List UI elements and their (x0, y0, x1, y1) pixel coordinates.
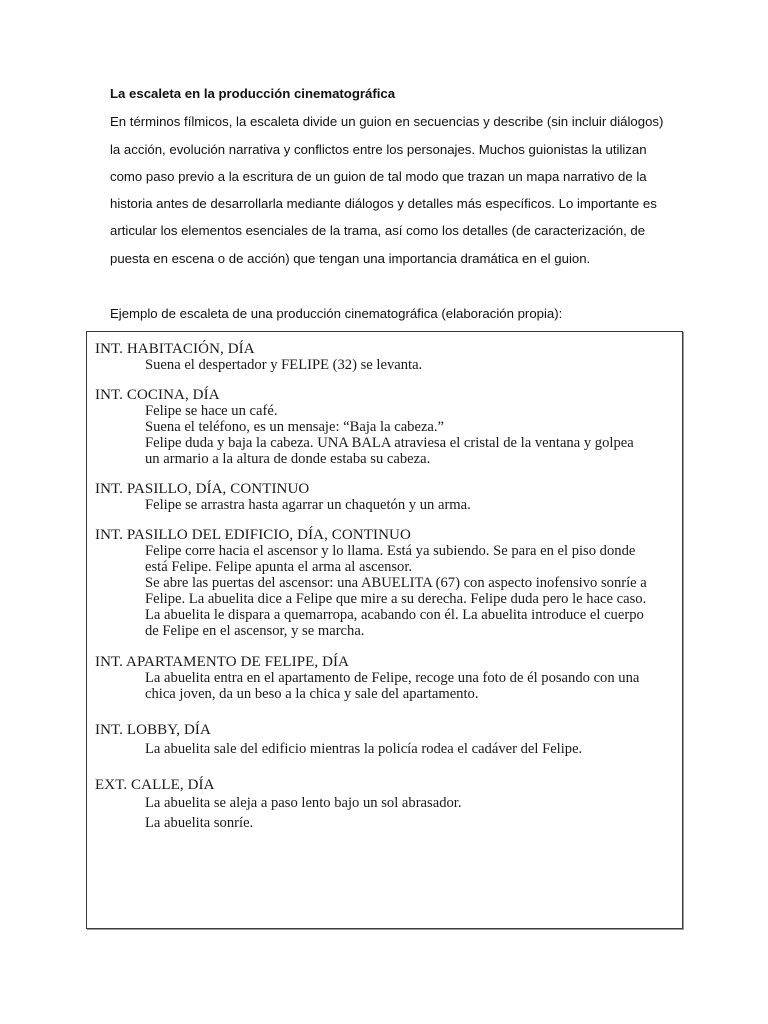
action-line: La abuelita sale del edificio mientras la policía rodea el cadáver del Felipe. (145, 741, 583, 757)
action-line: La abuelita le dispara a quemarropa, acabando con él. La abuelita introduce el cuerpo (145, 607, 644, 623)
paragraph-line: la acción, evolución narrativa y conflictos entre los personajes. Muchos guionistas la utilizan (110, 142, 647, 157)
action-line: un armario a la altura de donde estaba su cabeza. (145, 451, 431, 467)
paragraph-line: historia antes de desarrollarla mediante diálogos y detalles más específicos. Lo importante es (110, 196, 657, 211)
action-line: Suena el teléfono, es un mensaje: “Baja la cabeza.” (145, 419, 445, 435)
action-line: Felipe se arrastra hasta agarrar un chaquetón y un arma. (145, 497, 471, 513)
scene-heading: INT. PASILLO DEL EDIFICIO, DÍA, CONTINUO (95, 527, 411, 543)
scene-heading: INT. APARTAMENTO DE FELIPE, DÍA (95, 654, 350, 670)
scene-heading: INT. LOBBY, DÍA (95, 722, 211, 738)
paragraph-line: como paso previo a la escritura de un guion de tal modo que trazan un mapa narrativo de la (110, 169, 647, 184)
scene-heading: INT. COCINA, DÍA (95, 387, 220, 403)
scene-heading: INT. PASILLO, DÍA, CONTINUO (95, 481, 310, 497)
action-line: está Felipe. Felipe apunta el arma al ascensor. (145, 559, 413, 575)
paragraph-line: En términos fílmicos, la escaleta divide un guion en secuencias y describe (sin incluir diálogos) (110, 114, 664, 129)
action-line: La abuelita se aleja a paso lento bajo un sol abrasador. (145, 795, 462, 811)
scene-heading: INT. HABITACIÓN, DÍA (95, 341, 255, 357)
action-line: de Felipe en el ascensor, y se marcha. (145, 623, 365, 639)
action-line: Felipe se hace un café. (145, 403, 278, 419)
scene-heading: EXT. CALLE, DÍA (95, 777, 215, 793)
action-line: chica joven, da un beso a la chica y sale del apartamento. (145, 686, 479, 702)
action-line: La abuelita sonríe. (145, 815, 254, 831)
paragraph-line: articular los elementos esenciales de la trama, así como los detalles (de caracterización, de (110, 223, 646, 238)
action-line: Se abre las puertas del ascensor: una ABUELITA (67) con aspecto inofensivo sonríe a (145, 575, 647, 591)
example-heading: Ejemplo de escaleta de una producción cinematográfica (elaboración propia): (110, 306, 563, 321)
action-line: Felipe. La abuelita dice a Felipe que mire a su derecha. Felipe duda pero le hace caso. (145, 591, 647, 607)
action-line: Felipe duda y baja la cabeza. UNA BALA atraviesa el cristal de la ventana y golpea (145, 435, 634, 451)
action-line: La abuelita entra en el apartamento de Felipe, recoge una foto de él posando con una (145, 670, 640, 686)
paragraph-line: puesta en escena o de acción) que tengan una importancia dramática en el guion. (110, 251, 591, 266)
action-line: Felipe corre hacia el ascensor y lo llama. Está ya subiendo. Se para en el piso donde (145, 543, 636, 559)
action-line: Suena el despertador y FELIPE (32) se levanta. (145, 357, 423, 373)
document-title: La escaleta en la producción cinematográfica (110, 86, 396, 101)
